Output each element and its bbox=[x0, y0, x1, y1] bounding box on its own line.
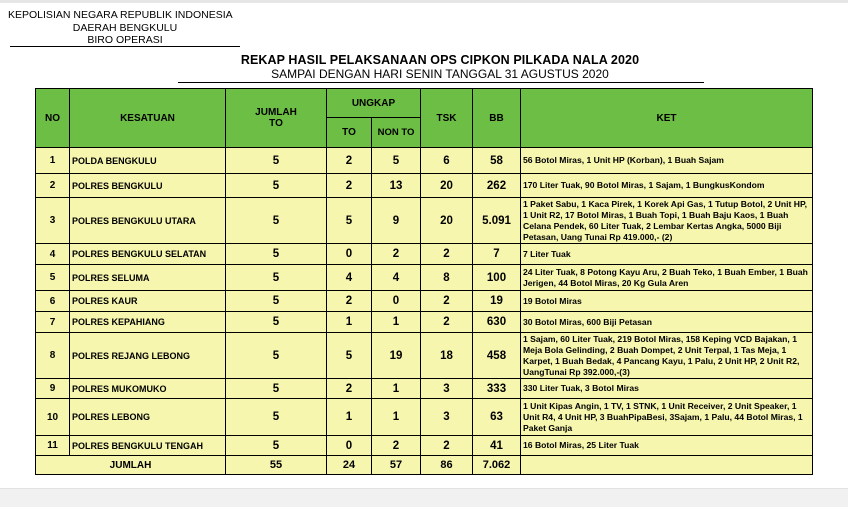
cell-kesatuan: POLRES LEBONG bbox=[70, 399, 226, 436]
cell-to: 5 bbox=[327, 333, 372, 379]
cell-bb: 458 bbox=[473, 333, 521, 379]
cell-no: 5 bbox=[36, 265, 70, 291]
cell-jumlah-to: 5 bbox=[226, 399, 327, 436]
org-line-3: BIRO OPERASI bbox=[87, 34, 163, 46]
cell-non-to: 1 bbox=[372, 399, 421, 436]
table-row bbox=[36, 312, 813, 333]
cell-non-to: 1 bbox=[372, 379, 421, 399]
cell-bb: 41 bbox=[473, 436, 521, 456]
cell-tsk: 2 bbox=[421, 291, 473, 312]
cell-bb: 7 bbox=[473, 244, 521, 265]
table-row bbox=[36, 265, 813, 291]
cell-non-to: 19 bbox=[372, 333, 421, 379]
cell-non-to: 0 bbox=[372, 291, 421, 312]
cell-kesatuan: POLRES REJANG LEBONG bbox=[70, 333, 226, 379]
header-non-to: NON TO bbox=[372, 118, 421, 148]
cell-to: 2 bbox=[327, 291, 372, 312]
cell-kesatuan: POLRES MUKOMUKO bbox=[70, 379, 226, 399]
cell-to: 1 bbox=[327, 312, 372, 333]
total-ket bbox=[521, 456, 813, 475]
header-tsk: TSK bbox=[421, 89, 473, 148]
cell-kesatuan: POLRES BENGKULU UTARA bbox=[70, 198, 226, 244]
table-row bbox=[36, 436, 813, 456]
total-to: 24 bbox=[327, 456, 372, 475]
cell-ket: 7 Liter Tuak bbox=[521, 244, 813, 265]
cell-non-to: 9 bbox=[372, 198, 421, 244]
cell-non-to: 4 bbox=[372, 265, 421, 291]
cell-ket: 19 Botol Miras bbox=[521, 291, 813, 312]
cell-no: 9 bbox=[36, 379, 70, 399]
cell-kesatuan: POLRES SELUMA bbox=[70, 265, 226, 291]
cell-bb: 100 bbox=[473, 265, 521, 291]
table-row bbox=[36, 148, 813, 174]
table-row bbox=[36, 198, 813, 244]
total-jumlah-to: 55 bbox=[226, 456, 327, 475]
cell-to: 0 bbox=[327, 436, 372, 456]
cell-tsk: 2 bbox=[421, 436, 473, 456]
cell-ket: 30 Botol Miras, 600 Biji Petasan bbox=[521, 312, 813, 333]
cell-tsk: 2 bbox=[421, 312, 473, 333]
cell-tsk: 20 bbox=[421, 174, 473, 198]
cell-to: 2 bbox=[327, 174, 372, 198]
cell-no: 3 bbox=[36, 198, 70, 244]
cell-jumlah-to: 5 bbox=[226, 174, 327, 198]
cell-no: 11 bbox=[36, 436, 70, 456]
header-jumlah-to: JUMLAH TO bbox=[226, 89, 327, 148]
title-underline bbox=[178, 82, 704, 83]
total-label: JUMLAH bbox=[36, 456, 226, 475]
cell-jumlah-to: 5 bbox=[226, 312, 327, 333]
cell-jumlah-to: 5 bbox=[226, 333, 327, 379]
cell-non-to: 13 bbox=[372, 174, 421, 198]
cell-tsk: 18 bbox=[421, 333, 473, 379]
cell-to: 0 bbox=[327, 244, 372, 265]
cell-non-to: 2 bbox=[372, 436, 421, 456]
org-line-1: KEPOLISIAN NEGARA REPUBLIK INDONESIA bbox=[8, 9, 233, 21]
cell-bb: 5.091 bbox=[473, 198, 521, 244]
cell-kesatuan: POLRES BENGKULU SELATAN bbox=[70, 244, 226, 265]
header-to: TO bbox=[327, 118, 372, 148]
cell-jumlah-to: 5 bbox=[226, 436, 327, 456]
cell-to: 2 bbox=[327, 379, 372, 399]
cell-ket: 24 Liter Tuak, 8 Potong Kayu Aru, 2 Buah Teko, 1 Buah Ember, 1 Buah Jerigen, 44 Botol Miras, 20 Kg Gula Aren bbox=[521, 265, 813, 291]
cell-kesatuan: POLDA BENGKULU bbox=[70, 148, 226, 174]
cell-non-to: 5 bbox=[372, 148, 421, 174]
cell-bb: 333 bbox=[473, 379, 521, 399]
org-line-2: DAERAH BENGKULU bbox=[72, 21, 178, 34]
total-bb: 7.062 bbox=[473, 456, 521, 475]
cell-tsk: 8 bbox=[421, 265, 473, 291]
cell-no: 10 bbox=[36, 399, 70, 436]
table-row bbox=[36, 399, 813, 436]
cell-no: 1 bbox=[36, 148, 70, 174]
header-ungkap: UNGKAP bbox=[327, 89, 421, 118]
cell-to: 5 bbox=[327, 198, 372, 244]
cell-ket: 330 Liter Tuak, 3 Botol Miras bbox=[521, 379, 813, 399]
cell-no: 4 bbox=[36, 244, 70, 265]
cell-bb: 63 bbox=[473, 399, 521, 436]
cell-tsk: 6 bbox=[421, 148, 473, 174]
cell-tsk: 2 bbox=[421, 244, 473, 265]
total-row bbox=[36, 456, 813, 475]
cell-to: 1 bbox=[327, 399, 372, 436]
cell-kesatuan: POLRES BENGKULU TENGAH bbox=[70, 436, 226, 456]
cell-tsk: 3 bbox=[421, 399, 473, 436]
header-ket: KET bbox=[521, 89, 813, 148]
cell-jumlah-to: 5 bbox=[226, 148, 327, 174]
cell-kesatuan: POLRES BENGKULU bbox=[70, 174, 226, 198]
cell-non-to: 2 bbox=[372, 244, 421, 265]
total-non-to: 57 bbox=[372, 456, 421, 475]
cell-ket: 16 Botol Miras, 25 Liter Tuak bbox=[521, 436, 813, 456]
cell-bb: 262 bbox=[473, 174, 521, 198]
cell-no: 7 bbox=[36, 312, 70, 333]
cell-bb: 630 bbox=[473, 312, 521, 333]
table-row bbox=[36, 379, 813, 399]
cell-ket: 56 Botol Miras, 1 Unit HP (Korban), 1 Buah Sajam bbox=[521, 148, 813, 174]
header-kesatuan: KESATUAN bbox=[70, 89, 226, 148]
cell-no: 8 bbox=[36, 333, 70, 379]
header-bb: BB bbox=[473, 89, 521, 148]
cell-bb: 19 bbox=[473, 291, 521, 312]
cell-jumlah-to: 5 bbox=[226, 379, 327, 399]
cell-kesatuan: POLRES KEPAHIANG bbox=[70, 312, 226, 333]
cell-ket: 170 Liter Tuak, 90 Botol Miras, 1 Sajam, 1 BungkusKondom bbox=[521, 174, 813, 198]
cell-ket: 1 Sajam, 60 Liter Tuak, 219 Botol Miras, 158 Keping VCD Bajakan, 1 Meja Bola Gelinding, 2 Buah Dompet, 2 Unit Terpal, 1 Tas Meja, 1 Karpet, 1 Buah Bedak, 4 Pancang Kayu, 1 Palu, 2 Unit HP, 2 Unit R2, UangTunai Rp 392.000,-(3) bbox=[521, 333, 813, 379]
report-title: REKAP HASIL PELAKSANAAN OPS CIPKON PILKADA NALA 2020 bbox=[240, 53, 640, 67]
cell-no: 2 bbox=[36, 174, 70, 198]
table-row bbox=[36, 291, 813, 312]
table-row bbox=[36, 333, 813, 379]
cell-jumlah-to: 5 bbox=[226, 265, 327, 291]
cell-tsk: 3 bbox=[421, 379, 473, 399]
organization-header bbox=[8, 9, 242, 47]
table-row bbox=[36, 244, 813, 265]
table-row bbox=[36, 174, 813, 198]
org-underline bbox=[10, 46, 240, 47]
window-bottom-bar bbox=[0, 488, 848, 507]
cell-tsk: 20 bbox=[421, 198, 473, 244]
cell-bb: 58 bbox=[473, 148, 521, 174]
cell-to: 2 bbox=[327, 148, 372, 174]
cell-jumlah-to: 5 bbox=[226, 291, 327, 312]
window-top-bar bbox=[0, 0, 848, 3]
total-tsk: 86 bbox=[421, 456, 473, 475]
cell-non-to: 1 bbox=[372, 312, 421, 333]
header-no: NO bbox=[36, 89, 70, 148]
recap-table bbox=[35, 88, 813, 475]
cell-jumlah-to: 5 bbox=[226, 244, 327, 265]
cell-kesatuan: POLRES KAUR bbox=[70, 291, 226, 312]
cell-jumlah-to: 5 bbox=[226, 198, 327, 244]
cell-ket: 1 Unit Kipas Angin, 1 TV, 1 STNK, 1 Unit Receiver, 2 Unit Speaker, 1 Unit R4, 4 Unit HP, 3 BuahPipaBesi, 3Sajam, 1 Palu, 44 Botol Miras, 1 Paket Ganja bbox=[521, 399, 813, 436]
cell-to: 4 bbox=[327, 265, 372, 291]
cell-ket: 1 Paket Sabu, 1 Kaca Pirek, 1 Korek Api Gas, 1 Tutup Botol, 2 Unit HP, 1 Unit R2, 17 Botol Miras, 1 Buah Topi, 1 Buah Baju Kaos, 1 Buah Celana Pendek, 60 Liter Tuak, 2 Lembar Kertas Angka, 5000 Biji Petasan, Uang Tunai Rp 419.000,- (2) bbox=[521, 198, 813, 244]
report-subtitle: SAMPAI DENGAN HARI SENIN TANGGAL 31 AGUSTUS 2020 bbox=[271, 67, 609, 81]
cell-no: 6 bbox=[36, 291, 70, 312]
